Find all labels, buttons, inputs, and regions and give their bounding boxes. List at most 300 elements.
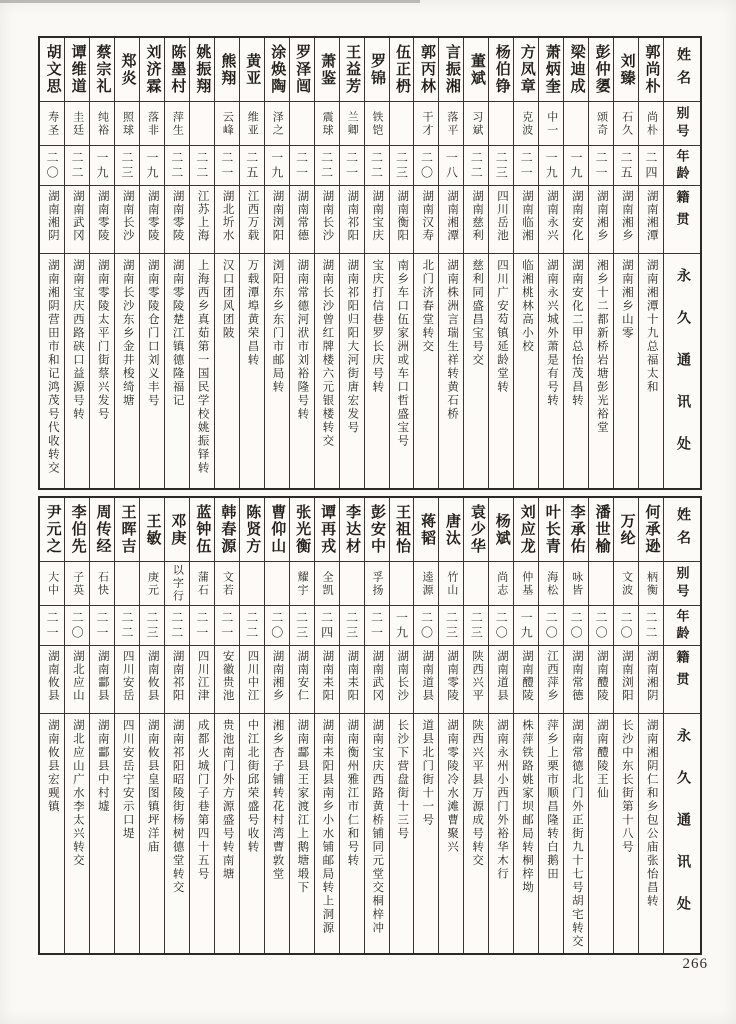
alias-cell xyxy=(365,102,389,146)
alias-cell xyxy=(240,562,264,606)
name-cell xyxy=(589,38,613,102)
age-text: 二一 xyxy=(219,610,234,641)
name-text: 言振湘 xyxy=(443,44,460,95)
person-column xyxy=(40,498,65,953)
alias-text: 寿圣 xyxy=(46,110,59,137)
native-cell xyxy=(564,186,588,254)
native-text: 湖南安化 xyxy=(570,190,583,242)
person-column xyxy=(265,38,290,488)
age-text: 一九 xyxy=(519,610,534,641)
native-cell xyxy=(365,186,389,254)
alias-text: 石久 xyxy=(620,110,633,137)
alias-cell xyxy=(439,102,463,146)
name-cell xyxy=(290,498,314,562)
native-text: 湖南湘阴 xyxy=(645,650,658,702)
age-text: 二一 xyxy=(194,610,209,641)
name-cell xyxy=(639,38,663,102)
address-text: 湖南长沙东乡金井梭绮塘 xyxy=(121,259,134,408)
native-cell xyxy=(589,186,613,254)
age-text: 二三 xyxy=(120,150,134,181)
age-text: 二二 xyxy=(70,150,85,181)
native-text: 湖南长沙 xyxy=(396,650,409,702)
column-header-native xyxy=(664,646,700,714)
age-cell xyxy=(290,606,314,646)
name-cell xyxy=(340,38,364,102)
native-cell xyxy=(489,646,513,714)
alias-text: 萍生 xyxy=(171,110,184,137)
column-header-age xyxy=(664,146,700,186)
age-cell xyxy=(65,146,89,186)
address-cell xyxy=(414,714,438,953)
alias-text: 耀宇 xyxy=(296,570,309,597)
alias-cell xyxy=(140,562,164,606)
address-text: 北门济春堂转交 xyxy=(421,259,434,354)
address-cell xyxy=(489,714,513,953)
address-text: 湖北应山广水李太兴转交 xyxy=(71,719,84,868)
native-cell xyxy=(639,646,663,714)
age-cell xyxy=(464,146,488,186)
address-text: 中江北街邱荣盛号收转 xyxy=(246,719,259,854)
age-cell xyxy=(564,146,588,186)
alias-cell xyxy=(414,102,438,146)
person-column xyxy=(215,498,240,953)
name-text: 罗泽闿 xyxy=(294,44,311,95)
alias-text: 落平 xyxy=(445,110,458,137)
age-text: 二〇 xyxy=(269,610,284,641)
address-cell xyxy=(240,254,264,488)
person-column xyxy=(215,38,240,488)
person-column xyxy=(614,38,639,488)
age-text: 二三 xyxy=(344,610,359,641)
age-cell xyxy=(514,606,538,646)
address-cell xyxy=(514,714,538,953)
address-text: 湖南湘阴仁和乡包公庙张怡昌转 xyxy=(645,719,658,908)
person-column xyxy=(564,38,589,488)
person-column xyxy=(489,498,514,953)
age-text: 二〇 xyxy=(494,610,509,641)
name-text: 刘济霖 xyxy=(144,44,161,95)
name-text: 杨伯铮 xyxy=(493,44,510,95)
native-cell xyxy=(315,646,339,714)
name-cell xyxy=(639,498,663,562)
address-text: 湖南湘乡山零 xyxy=(620,259,633,340)
age-cell xyxy=(140,146,164,186)
alias-cell xyxy=(340,562,364,606)
alias-text: 石快 xyxy=(96,570,109,597)
column-header-name-label: 姓名 xyxy=(675,506,690,553)
address-cell xyxy=(464,254,488,488)
native-text: 湖南湘阴 xyxy=(46,190,59,242)
age-cell xyxy=(614,146,638,186)
native-cell xyxy=(365,646,389,714)
age-cell xyxy=(115,146,139,186)
alias-cell xyxy=(40,102,64,146)
native-text: 陕西兴平 xyxy=(471,650,484,702)
native-text: 湖南攸县 xyxy=(46,650,59,702)
age-cell xyxy=(290,146,314,186)
native-text: 湖南湘潭 xyxy=(645,190,658,242)
name-cell xyxy=(40,38,64,102)
person-column xyxy=(40,38,65,488)
alias-cell xyxy=(315,562,339,606)
age-text: 二一 xyxy=(344,150,359,181)
alias-cell xyxy=(290,562,314,606)
name-text: 王祖怡 xyxy=(393,504,410,555)
address-cell xyxy=(190,254,214,488)
name-text: 郭尚朴 xyxy=(643,44,660,95)
age-text: 二二 xyxy=(120,610,134,641)
address-text: 南乡车口伍家洲或车口哲盛宝号 xyxy=(396,259,409,448)
name-text: 萧鉴 xyxy=(319,52,336,87)
native-cell xyxy=(115,646,139,714)
native-text: 湖南慈利 xyxy=(471,190,484,242)
native-cell xyxy=(439,186,463,254)
native-text: 四川安岳 xyxy=(121,650,134,702)
address-text: 湖南零陵冷水滩曹聚兴 xyxy=(446,719,459,854)
native-cell xyxy=(290,646,314,714)
column-header-address-label: 永久通讯处 xyxy=(675,268,690,478)
address-cell xyxy=(265,714,289,953)
address-text: 万载潭埠黄荣昌转 xyxy=(246,259,259,367)
name-text: 王益芳 xyxy=(344,44,361,95)
name-cell xyxy=(40,498,64,562)
address-text: 成都火城门子巷第四十五号 xyxy=(196,719,209,881)
native-cell xyxy=(539,186,563,254)
name-cell xyxy=(240,38,264,102)
address-cell xyxy=(439,714,463,953)
native-cell xyxy=(165,186,189,254)
name-text: 唐汰 xyxy=(443,512,460,547)
name-cell xyxy=(90,38,114,102)
native-text: 湖南醴陵 xyxy=(521,650,533,702)
address-cell xyxy=(315,714,339,953)
native-text: 江西万载 xyxy=(246,190,259,242)
age-text: 二〇 xyxy=(594,610,609,641)
native-text: 湖南湘乡 xyxy=(620,190,633,242)
address-text: 四川广安芶镇延龄堂转 xyxy=(496,259,509,394)
alias-cell xyxy=(489,562,513,606)
age-text: 二二 xyxy=(644,610,659,641)
alias-text: 海松 xyxy=(545,570,558,597)
address-cell xyxy=(514,254,538,488)
native-text: 湖南零陵 xyxy=(446,650,459,702)
alias-text: 纯裕 xyxy=(96,110,109,137)
address-text: 浏阳东乡东门市邮局转 xyxy=(271,259,284,394)
age-cell xyxy=(190,146,214,186)
address-cell xyxy=(115,714,139,953)
name-cell xyxy=(564,498,588,562)
column-header-alias xyxy=(664,562,700,606)
alias-text: 蒲石 xyxy=(196,570,209,597)
name-text: 黄亚 xyxy=(244,52,261,87)
alias-text: 大中 xyxy=(46,570,59,597)
native-text: 湖南醴陵 xyxy=(595,650,608,702)
age-cell xyxy=(215,146,239,186)
age-text: 二二 xyxy=(369,150,384,181)
name-cell xyxy=(140,498,164,562)
address-cell xyxy=(589,714,613,953)
name-text: 万纶 xyxy=(618,512,635,547)
address-cell xyxy=(290,714,314,953)
name-text: 陈墨村 xyxy=(169,44,186,95)
age-cell xyxy=(489,146,513,186)
person-column xyxy=(539,498,564,953)
native-cell xyxy=(464,186,488,254)
native-cell xyxy=(390,646,414,714)
age-text: 二一 xyxy=(219,150,234,181)
alias-text: 文波 xyxy=(620,570,633,597)
alias-cell xyxy=(564,102,588,146)
name-cell xyxy=(414,38,438,102)
alias-cell xyxy=(165,562,189,606)
name-text: 王敏 xyxy=(144,512,161,547)
name-text: 李伯先 xyxy=(69,504,86,555)
age-text: 二一 xyxy=(95,610,110,641)
person-column xyxy=(290,498,315,953)
name-cell xyxy=(265,498,289,562)
alias-cell xyxy=(190,562,214,606)
age-cell xyxy=(90,146,114,186)
name-text: 梁迪成 xyxy=(568,44,585,95)
name-text: 刘应龙 xyxy=(518,504,535,555)
native-cell xyxy=(489,186,513,254)
native-text: 江西萍乡 xyxy=(545,650,558,702)
address-cell xyxy=(539,714,563,953)
age-cell xyxy=(439,146,463,186)
person-column xyxy=(190,38,215,488)
address-cell xyxy=(365,254,389,488)
bottom-table xyxy=(38,496,702,955)
name-cell xyxy=(65,38,89,102)
native-cell xyxy=(514,646,538,714)
native-cell xyxy=(539,646,563,714)
column-header-alias xyxy=(664,102,700,146)
age-text: 二一 xyxy=(519,150,534,181)
alias-cell xyxy=(514,562,538,606)
column-header-name xyxy=(664,38,700,102)
page-number: 266 xyxy=(682,956,708,972)
column-header-address xyxy=(664,714,700,953)
address-cell xyxy=(614,714,638,953)
age-cell xyxy=(514,146,538,186)
column-header-native-label: 籍贯 xyxy=(674,650,690,694)
alias-cell xyxy=(165,102,189,146)
address-text: 湖南零陵仓门口刘义丰号 xyxy=(146,259,159,408)
column-header-address-label: 永久通讯处 xyxy=(675,728,690,938)
person-column xyxy=(90,498,115,953)
alias-cell xyxy=(215,562,239,606)
top-table xyxy=(38,36,702,490)
native-text: 江苏上海 xyxy=(196,190,209,242)
column-header-alias-label: 别号 xyxy=(674,105,690,142)
address-text: 湖南株洲言瑞生祥转黄石桥 xyxy=(446,259,459,421)
name-text: 姚振翔 xyxy=(194,44,211,95)
alias-cell xyxy=(240,102,264,146)
name-cell xyxy=(390,498,414,562)
native-cell xyxy=(140,646,164,714)
alias-text: 圭廷 xyxy=(71,110,84,137)
age-cell xyxy=(340,606,364,646)
name-cell xyxy=(614,38,638,102)
age-cell xyxy=(414,606,438,646)
alias-text: 柄衡 xyxy=(645,570,658,597)
name-text: 郑炎 xyxy=(119,52,136,87)
name-text: 杨斌 xyxy=(493,512,510,547)
age-cell xyxy=(589,606,613,646)
person-column xyxy=(365,498,390,953)
age-text: 二一 xyxy=(594,150,609,181)
age-cell xyxy=(265,606,289,646)
address-text: 湖南醴陵王仙 xyxy=(595,719,608,800)
age-cell xyxy=(65,606,89,646)
age-cell xyxy=(240,146,264,186)
name-cell xyxy=(90,498,114,562)
address-cell xyxy=(65,714,89,953)
age-cell xyxy=(315,606,339,646)
name-text: 周传经 xyxy=(94,504,111,555)
alias-text: 尚朴 xyxy=(645,110,658,137)
person-column xyxy=(514,498,539,953)
address-text: 湖南耒阳县南乡小水铺邮局转上洞源 xyxy=(321,719,334,935)
person-column xyxy=(589,38,614,488)
address-cell xyxy=(589,254,613,488)
column-header-address xyxy=(664,254,700,488)
address-text: 四川安岳宁安示口堤 xyxy=(121,719,134,841)
native-cell xyxy=(190,646,214,714)
age-text: 二二 xyxy=(469,150,484,181)
native-cell xyxy=(265,646,289,714)
alias-text: 维亚 xyxy=(246,110,259,137)
native-text: 湖南武冈 xyxy=(71,190,84,242)
address-text: 湖南零陵楚江镇德隆福记 xyxy=(171,259,184,408)
address-cell xyxy=(414,254,438,488)
alias-cell xyxy=(639,102,663,146)
address-cell xyxy=(489,254,513,488)
native-text: 湖南道县 xyxy=(421,650,434,702)
address-cell xyxy=(315,254,339,488)
native-text: 湖南零陵 xyxy=(96,190,109,242)
address-text: 湖南酃县王家渡江上鹅塘塅下 xyxy=(296,719,309,895)
name-cell xyxy=(464,498,488,562)
age-cell xyxy=(639,146,663,186)
age-text: 二〇 xyxy=(419,150,434,181)
name-text: 叶长青 xyxy=(543,504,560,555)
name-cell xyxy=(464,38,488,102)
age-cell xyxy=(390,606,414,646)
alias-text: 铁铠 xyxy=(371,110,384,137)
native-text: 湖南湘潭 xyxy=(446,190,459,242)
address-cell xyxy=(290,254,314,488)
address-cell xyxy=(40,254,64,488)
name-cell xyxy=(514,38,538,102)
person-column xyxy=(614,498,639,953)
alias-text: 云峰 xyxy=(221,110,234,137)
native-cell xyxy=(140,186,164,254)
person-column xyxy=(414,498,439,953)
alias-cell xyxy=(115,102,139,146)
name-cell xyxy=(240,498,264,562)
name-text: 何承逊 xyxy=(643,504,660,555)
person-column xyxy=(340,498,365,953)
native-cell xyxy=(340,646,364,714)
name-cell xyxy=(564,38,588,102)
native-text: 湖南浏阳 xyxy=(620,650,633,702)
name-cell xyxy=(215,38,239,102)
name-cell xyxy=(190,38,214,102)
age-cell xyxy=(240,606,264,646)
native-text: 湖南长沙 xyxy=(121,190,134,242)
person-column xyxy=(539,38,564,488)
name-text: 潘世榆 xyxy=(593,504,610,555)
native-text: 湖南酃县 xyxy=(96,650,109,702)
age-text: 二二 xyxy=(194,150,209,181)
address-text: 湖南零陵太平门街蔡兴发号 xyxy=(96,259,109,421)
name-cell xyxy=(589,498,613,562)
name-text: 蒋韬 xyxy=(418,512,435,547)
alias-cell xyxy=(539,102,563,146)
age-text: 二〇 xyxy=(569,610,584,641)
age-text: 二二 xyxy=(169,150,184,181)
age-text: 一九 xyxy=(269,150,284,181)
alias-cell xyxy=(190,102,214,146)
alias-cell xyxy=(639,562,663,606)
native-cell xyxy=(639,186,663,254)
address-text: 湖南永兴城外萧是有号转 xyxy=(545,259,558,408)
age-cell xyxy=(265,146,289,186)
name-cell xyxy=(414,498,438,562)
age-cell xyxy=(614,606,638,646)
native-text: 湖南攸县 xyxy=(146,650,159,702)
alias-cell xyxy=(589,562,613,606)
address-cell xyxy=(639,254,663,488)
alias-cell xyxy=(340,102,364,146)
alias-cell xyxy=(614,562,638,606)
native-cell xyxy=(414,186,438,254)
address-text: 湖南祁阳归阳大河街唐宏发号 xyxy=(346,259,359,435)
native-text: 湖南零陵 xyxy=(171,190,184,242)
name-text: 涂焕陶 xyxy=(269,44,286,95)
native-text: 湖南宝庆 xyxy=(371,190,384,242)
address-text: 湖南祁阳昭陵街杨树德堂转交 xyxy=(171,719,184,895)
native-text: 湖南衡阳 xyxy=(396,190,409,242)
person-column xyxy=(140,38,165,488)
native-text: 湖南祁阳 xyxy=(171,650,184,702)
native-cell xyxy=(115,186,139,254)
name-text: 方凤章 xyxy=(518,44,535,95)
address-text: 上海西乡真茹第一国民学校姚振铎转 xyxy=(196,259,209,475)
name-text: 尹元之 xyxy=(44,504,61,555)
age-cell xyxy=(215,606,239,646)
person-column xyxy=(589,498,614,953)
address-cell xyxy=(90,714,114,953)
address-text: 汉口团风团陂 xyxy=(221,259,234,340)
native-text: 安徽贵池 xyxy=(221,650,234,702)
address-cell xyxy=(390,254,414,488)
alias-cell xyxy=(265,562,289,606)
native-text: 湖南永兴 xyxy=(545,190,558,242)
name-text: 谭再戎 xyxy=(319,504,336,555)
name-text: 罗锦 xyxy=(369,52,386,87)
native-text: 湖南道县 xyxy=(496,650,509,702)
name-text: 陈贤方 xyxy=(244,504,261,555)
native-cell xyxy=(464,646,488,714)
name-text: 胡文思 xyxy=(44,44,61,95)
name-text: 郭丙林 xyxy=(418,44,435,95)
address-text: 道县北门街十一号 xyxy=(421,719,434,827)
address-text: 湖南常德河洑市刘裕隆号转 xyxy=(296,259,309,421)
column-header-name-label: 姓名 xyxy=(675,46,690,93)
age-text: 一九 xyxy=(394,610,409,641)
